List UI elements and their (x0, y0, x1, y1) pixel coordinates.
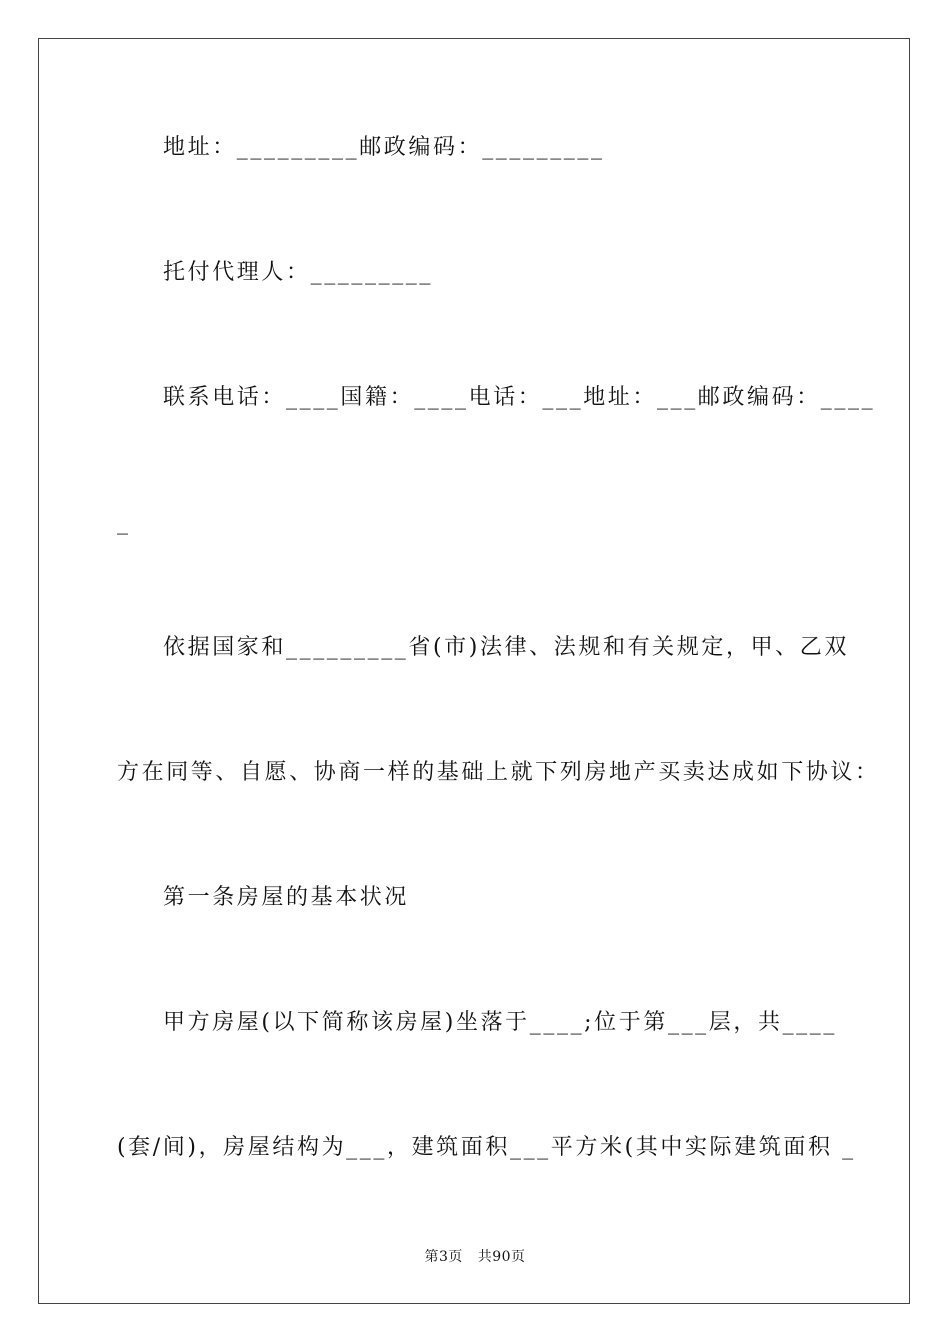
contact-info-continuation: _ (117, 510, 131, 535)
contact-info-line: 联系电话：____国籍：____电话：___地址：___邮政编码：____ (163, 385, 876, 410)
agreement-basis-line-1: 依据国家和_________省(市)法律、法规和有关规定，甲、乙双 (163, 635, 849, 660)
property-location-line: 甲方房屋(以下简称该房屋)坐落于____;位于第___层，共____ (163, 1010, 837, 1035)
property-structure-line: (套/间)，房屋结构为___，建筑面积___平方米(其中实际建筑面积 _ (117, 1135, 856, 1160)
agreement-basis-line-2: 方在同等、自愿、协商一样的基础上就下列房地产买卖达成如下协议： (117, 760, 880, 785)
article-one-heading: 第一条房屋的基本状况 (163, 885, 410, 910)
agent-line: 托付代理人：_________ (163, 260, 434, 285)
page-border (38, 38, 910, 1304)
address-postcode-line: 地址：_________邮政编码：_________ (163, 135, 605, 160)
page-number-footer: 第3页 共90页 (424, 1249, 526, 1265)
